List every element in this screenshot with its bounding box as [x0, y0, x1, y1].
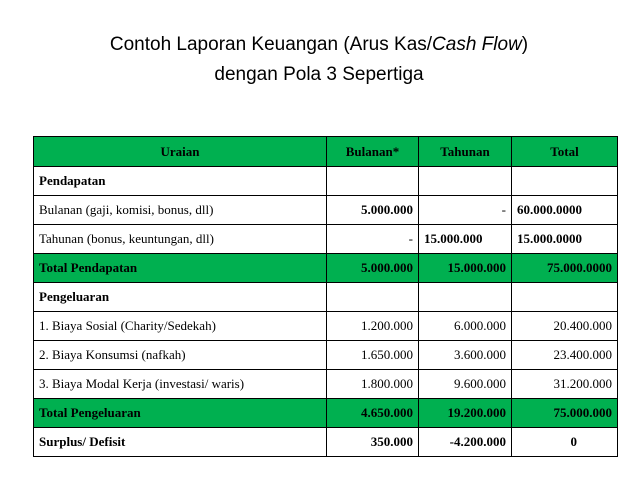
header-uraian: Uraian [34, 137, 327, 167]
row-label: 1. Biaya Sosial (Charity/Sedekah) [34, 312, 327, 341]
table-row [34, 341, 618, 370]
title-line-2: dengan Pola 3 Sepertiga [214, 64, 424, 85]
row-bulanan: 4.650.000 [327, 399, 419, 428]
row-tahunan: 9.600.000 [419, 370, 512, 399]
row-bulanan: 1.200.000 [327, 312, 419, 341]
row-tahunan: 15.000.000 [419, 225, 512, 254]
row-bulanan: - [327, 225, 419, 254]
row-tahunan: -4.200.000 [419, 428, 512, 457]
table-row-pengeluaran [34, 283, 618, 312]
row-bulanan [327, 167, 419, 196]
row-total [512, 167, 618, 196]
row-total: 60.000.0000 [512, 196, 618, 225]
row-label: Pengeluaran [34, 283, 327, 312]
table-row [34, 312, 618, 341]
row-bulanan: 5.000.000 [327, 196, 419, 225]
row-bulanan: 1.800.000 [327, 370, 419, 399]
row-total: 0 [512, 428, 618, 457]
row-tahunan: 19.200.000 [419, 399, 512, 428]
row-bulanan: 1.650.000 [327, 341, 419, 370]
header-bulanan: Bulanan* [327, 137, 419, 167]
row-tahunan [419, 283, 512, 312]
table-row [34, 370, 618, 399]
header-tahunan: Tahunan [419, 137, 512, 167]
row-total: 23.400.000 [512, 341, 618, 370]
row-tahunan: 3.600.000 [419, 341, 512, 370]
table-row [34, 196, 618, 225]
row-label: 3. Biaya Modal Kerja (investasi/ waris) [34, 370, 327, 399]
row-tahunan: - [419, 196, 512, 225]
row-bulanan: 5.000.000 [327, 254, 419, 283]
row-tahunan: 15.000.000 [419, 254, 512, 283]
row-label: Pendapatan [34, 167, 327, 196]
row-total: 15.000.0000 [512, 225, 618, 254]
row-total [512, 283, 618, 312]
title-italic-text: Cash Flow [432, 34, 522, 55]
row-tahunan [419, 167, 512, 196]
cash-flow-table [33, 136, 618, 457]
row-bulanan [327, 283, 419, 312]
table-row-pendapatan [34, 167, 618, 196]
table-row-total-pendapatan [34, 254, 618, 283]
row-label: Total Pengeluaran [34, 399, 327, 428]
table-header-row [34, 137, 618, 167]
page-title [0, 30, 638, 90]
row-total: 20.400.000 [512, 312, 618, 341]
row-label: Total Pendapatan [34, 254, 327, 283]
table-row-total-pengeluaran [34, 399, 618, 428]
row-total: 31.200.000 [512, 370, 618, 399]
title-line-1 [0, 30, 638, 60]
row-total: 75.000.0000 [512, 254, 618, 283]
title-text-end: ) [521, 34, 529, 55]
header-total: Total [512, 137, 618, 167]
row-bulanan: 350.000 [327, 428, 419, 457]
row-label: Surplus/ Defisit [34, 428, 327, 457]
row-total: 75.000.000 [512, 399, 618, 428]
row-label: Bulanan (gaji, komisi, bonus, dll) [34, 196, 327, 225]
table-row-surplus-defisit [34, 428, 618, 457]
table-row [34, 225, 618, 254]
row-label: 2. Biaya Konsumsi (nafkah) [34, 341, 327, 370]
row-label: Tahunan (bonus, keuntungan, dll) [34, 225, 327, 254]
row-tahunan: 6.000.000 [419, 312, 512, 341]
title-text: Contoh Laporan Keuangan (Arus Kas/ [109, 34, 433, 55]
